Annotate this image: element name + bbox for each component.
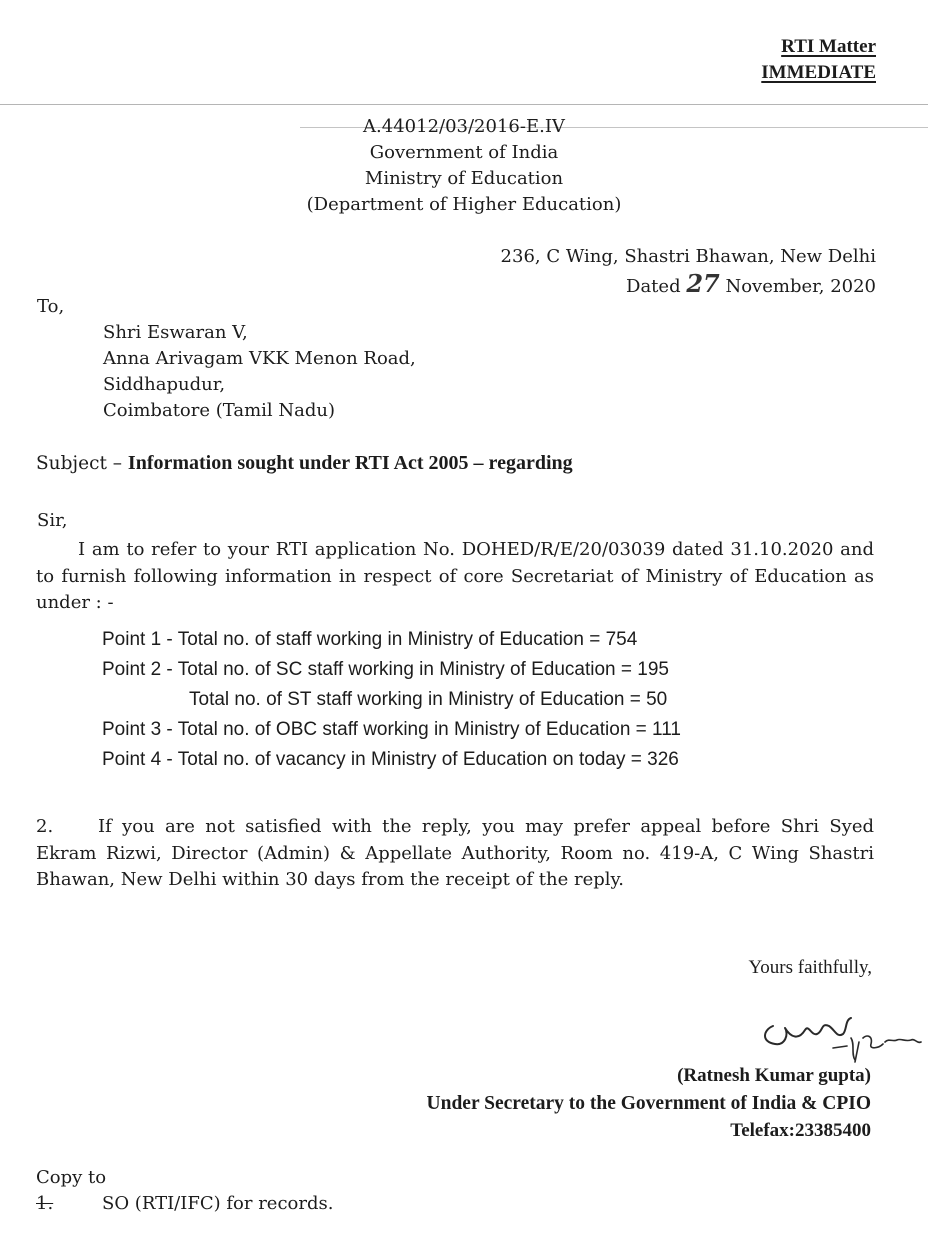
office-address: 236, C Wing, Shastri Bhawan, New Delhi (500, 246, 876, 267)
immediate-label: IMMEDIATE (761, 62, 876, 83)
point-3: Point 3 - Total no. of OBC staff working in Ministry of Education = 111 (102, 719, 681, 740)
scan-line (0, 104, 928, 105)
subject-line (36, 452, 573, 475)
signature-scribble (755, 1008, 925, 1070)
subject-text: Information sought under RTI Act 2005 – regarding (127, 452, 573, 474)
point-1: Point 1 - Total no. of staff working in Ministry of Education = 754 (102, 629, 638, 650)
recipient-line: Anna Arivagam VKK Menon Road, (103, 348, 416, 369)
signatory-designation: Under Secretary to the Government of India & CPIO (426, 1093, 871, 1114)
copy-item (36, 1193, 333, 1214)
office-address-block (501, 243, 876, 300)
date-day-handwritten: 27 (686, 269, 720, 298)
government-line: Government of India (369, 142, 559, 163)
intro-text: I am to refer to your RTI application No. DOHED/R/E/20/03039 dated 31.10.2020 and to furnish following information in respect of core Secretariat of Ministry of Education as under : - (36, 539, 874, 613)
to-label: To, (37, 296, 65, 317)
letterhead (0, 114, 928, 218)
salutation: Sir, (37, 510, 68, 531)
rti-matter-label: RTI Matter (781, 36, 876, 57)
date-rest: November, 2020 (725, 276, 876, 297)
point-4: Point 4 - Total no. of vacancy in Ministry of Education on today = 326 (102, 749, 679, 770)
letter-date (501, 270, 876, 300)
appeal-paragraph (36, 814, 874, 894)
appeal-text: If you are not satisfied with the reply, you may prefer appeal before Shri Syed Ekram Rizwi, Director (Admin) & Appellate Authority, Room no. 419-A, C Wing Shastri Bhawan, New Delhi within 30 days from the receipt of the reply. (36, 816, 874, 890)
telefax: Telefax:23385400 (730, 1120, 871, 1141)
subject-prefix: Subject – (36, 453, 128, 474)
rti-matter-marking (761, 34, 876, 86)
para-number: 2. (36, 816, 54, 837)
recipient-address (103, 320, 416, 424)
signatory-name: (Ratnesh Kumar gupta) (677, 1065, 871, 1086)
closing: Yours faithfully, (748, 957, 872, 978)
ministry-line: Ministry of Education (364, 168, 564, 189)
intro-paragraph (36, 537, 874, 617)
point-2-st: Total no. of ST staff working in Ministry of Education = 50 (189, 689, 668, 710)
copy-to-label: Copy to (36, 1167, 107, 1188)
date-prefix: Dated (626, 276, 681, 297)
department-line: (Department of Higher Education) (306, 194, 622, 215)
file-number: A.44012/03/2016-E.IV (363, 116, 565, 137)
recipient-line: Siddhapudur, (103, 374, 226, 395)
point-2: Point 2 - Total no. of SC staff working in Ministry of Education = 195 (102, 659, 669, 680)
copy-item-text: SO (RTI/IFC) for records. (102, 1193, 334, 1214)
copy-item-number: 1. (36, 1193, 54, 1214)
recipient-line: Coimbatore (Tamil Nadu) (103, 400, 336, 421)
recipient-line: Shri Eswaran V, (103, 322, 248, 343)
